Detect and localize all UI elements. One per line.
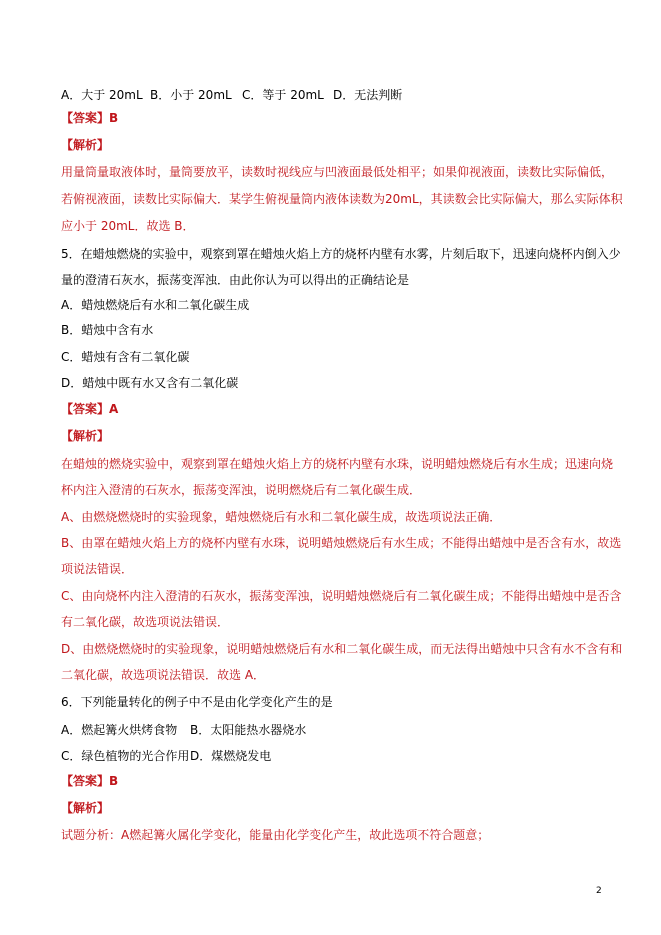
q4-analysis-label: 【解析】 (61, 138, 110, 152)
q4-option-a: A．大于 20mL (61, 88, 143, 102)
q5-stem-line: 5．在蜡烛燃烧的实验中，观察到罩在蜡烛火焰上方的烧杯内壁有水雾，片刻后取下，迅速向烧杯内倒入少 (61, 247, 621, 261)
q4-option-d: D．无法判断 (333, 88, 403, 102)
q4-answer: 【答案】B (61, 111, 119, 125)
q5-stem-line: 量的澄清石灰水，振荡变浑浊．由此你认为可以得出的正确结论是 (61, 273, 410, 287)
q6-stem: 6．下列能量转化的例子中不是由化学变化产生的是 (61, 695, 333, 709)
q6-answer: 【答案】B (61, 774, 119, 788)
q5-option-c: C．蜡烛有含有二氧化碳 (61, 350, 190, 364)
q6-option-a: A．燃起篝火烘烤食物 (61, 723, 178, 737)
q5-analysis-line: 杯内注入澄清的石灰水，振荡变浑浊，说明燃烧后有二氧化碳生成． (61, 483, 422, 497)
q4-option-c: C．等于 20mL (242, 88, 324, 102)
q5-option-d: D．蜡烛中既有水又含有二氧化碳 (61, 376, 239, 390)
q6-analysis-line: 试题分析：A燃起篝火属化学变化，能量由化学变化产生，故此选项不符合题意； (61, 828, 490, 842)
q4-analysis-line: 用量筒量取液体时，量筒要放平，读数时视线应与凹液面最低处相平；如果仰视液面，读数比实际偏低， (61, 165, 614, 179)
q4-analysis-line: 应小于 20mL．故选 B． (61, 219, 195, 233)
q6-option-d: D．煤燃烧发电 (190, 749, 272, 763)
q4-option-b: B．小于 20mL (150, 88, 232, 102)
q5-analysis-label: 【解析】 (61, 429, 110, 443)
q5-analysis-line: D、由燃烧燃烧时的实验现象，说明蜡烛燃烧后有水和二氧化碳生成，而无法得出蜡烛中只含有水不含有和 (61, 642, 623, 656)
q5-option-a: A．蜡烛燃烧后有水和二氧化碳生成 (61, 298, 250, 312)
q5-analysis-line: B、由罩在蜡烛火焰上方的烧杯内壁有水珠，说明蜡烛燃烧后有水生成；不能得出蜡烛中是否含有水，故选 (61, 536, 622, 550)
q5-analysis-line: 有二氧化碳，故选项说法错误． (61, 615, 230, 629)
q4-analysis-line: 若俯视液面，读数比实际偏大．某学生俯视量筒内液体读数为20mL，其读数会比实际偏大，那么实际体积 (61, 192, 623, 206)
q5-analysis-line: 二氧化碳，故选项说法错误．故选 A． (61, 668, 266, 682)
q5-analysis-line: A、由燃烧燃烧时的实验现象，蜡烛燃烧后有水和二氧化碳生成，故选项说法正确． (61, 510, 502, 524)
q6-option-b: B．太阳能热水器烧水 (190, 723, 307, 737)
q5-analysis-line: 在蜡烛的燃烧实验中，观察到罩在蜡烛火焰上方的烧杯内壁有水珠，说明蜡烛燃烧后有水生成；迅速向烧 (61, 457, 614, 471)
q5-analysis-line: 项说法错误． (61, 562, 134, 576)
q6-option-c: C．绿色植物的光合作用 (61, 749, 190, 763)
page-number: 2 (596, 886, 602, 896)
q5-option-b: B．蜡烛中含有水 (61, 323, 154, 337)
q5-answer: 【答案】A (61, 402, 119, 416)
q5-analysis-line: C、由向烧杯内注入澄清的石灰水，振荡变浑浊，说明蜡烛燃烧后有二氧化碳生成；不能得出蜡烛中是否含 (61, 589, 622, 603)
q6-analysis-label: 【解析】 (61, 801, 110, 815)
